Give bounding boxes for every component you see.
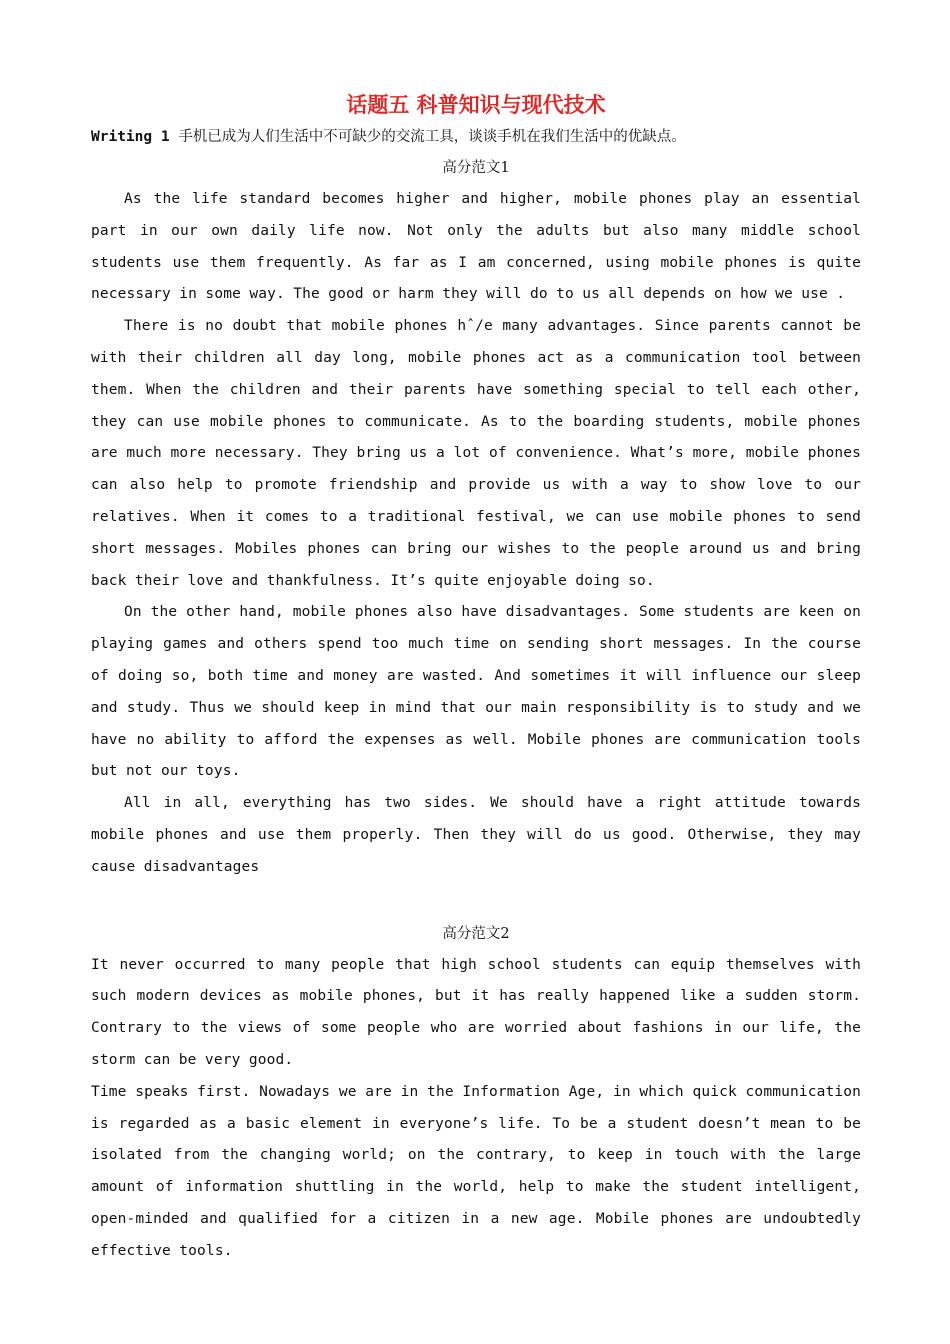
writing-prompt [91, 124, 861, 150]
essay2-paragraph: Time speaks first. Nowadays we are in the Information Age, in which quick communication is regarded as a basic element in everyone’s life. To be a student doesn’t mean to be isolated from the changing world; on the contrary, to keep in touch with the large amount of information shuttling in the world, help to make the student intelligent, open-minded and qualified for a citizen in a new age. Mobile phones are undoubtedly effective tools. [91, 1083, 861, 1259]
writing-prompt-text: 手机已成为人们生活中不可缺少的交流工具，谈谈手机在我们生活中的优缺点。 [178, 129, 686, 145]
essay1-paragraph: There is no doubt that mobile phones hˆ/e many advantages. Since parents cannot be with their children all day long, mobile phones act as a communication tool between them. When the children and their parents have something special to tell each other, they can use mobile phones to communicate. As to the boarding students, mobile phones are much more necessary. They bring us a lot of convenience. What’s more, mobile phones can also help to promote friendship and provide us with a way to show love to our relatives. When it comes to a traditional festival, we can use mobile phones to send short messages. Mobiles phones can bring our wishes to the people around us and bring back their love and thankfulness. It’s quite enjoyable doing so. [91, 318, 861, 589]
essay1-paragraph: As the life standard becomes higher and higher, mobile phones play an essential part in our own daily life now. Not only the adults but also many middle school students use them frequently. As far as I am concerned, using mobile phones is quite necessary in some way. The good or harm they will do to us all depends on how we use . [91, 191, 861, 303]
writing-label: Writing 1 [91, 129, 170, 145]
essay1-paragraph: All in all, everything has two sides. We should have a right attitude towards mobile phones and use them properly. Then they will do us good. Otherwise, they may cause disadvantages [91, 795, 861, 875]
essay1-heading: 高分范文1 [442, 160, 510, 176]
essay1-paragraph: On the other hand, mobile phones also have disadvantages. Some students are keen on playing games and others spend too much time on sending short messages. In the course of doing so, both time and money are wasted. And sometimes it will influence our sleep and study. Thus we should keep in mind that our main responsibility is to study and we have no ability to afford the expenses as well. Mobile phones are communication tools but not our toys. [91, 604, 861, 780]
document-page [91, 88, 861, 1268]
essay2-heading: 高分范文2 [442, 925, 510, 942]
essay1-body [91, 184, 861, 884]
essay2-paragraph: It never occurred to many people that high school students can equip themselves with such modern devices as mobile phones, but it has really happened like a sudden storm. Contrary to the views of some people who are worried about fashions in our life, the storm can be very good. [91, 956, 861, 1068]
page-title: 话题五 科普知识与现代技术 [346, 92, 606, 117]
essay2-body [91, 950, 861, 1268]
